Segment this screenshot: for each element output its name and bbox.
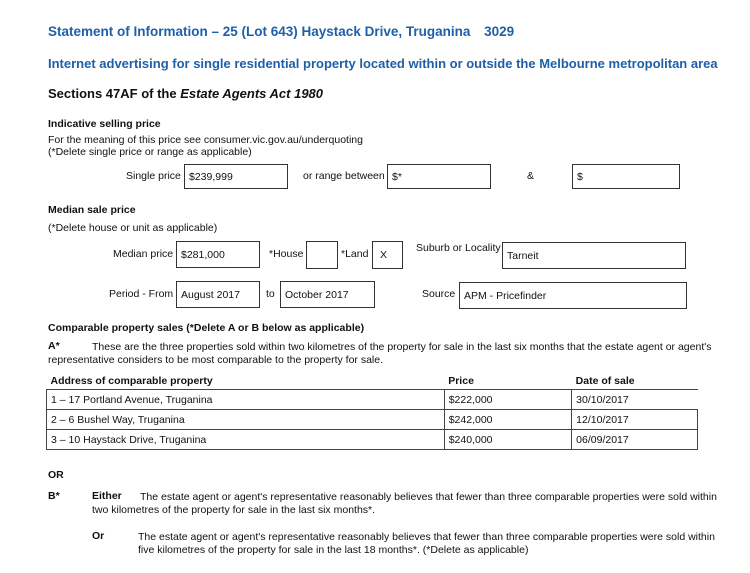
indicative-note-2: (*Delete single price or range as applicable) bbox=[48, 146, 252, 158]
range-amp: & bbox=[527, 170, 535, 182]
suburb-field[interactable]: Tarneit bbox=[502, 242, 686, 269]
either-text: The estate agent or agent's representative reasonably believes that fewer than three comparable properties were sold within two kilometres of the property for sale in the last six months*. bbox=[92, 491, 717, 516]
house-field[interactable] bbox=[306, 241, 338, 269]
comparable-table bbox=[46, 373, 698, 450]
or-label: OR bbox=[48, 469, 64, 481]
source-field[interactable]: APM - Pricefinder bbox=[459, 282, 687, 309]
house-label: *House bbox=[269, 248, 304, 260]
date-cell: 30/10/2017 bbox=[572, 390, 698, 410]
table-row bbox=[47, 430, 698, 450]
address-cell: 2 – 6 Bushel Way, Truganina bbox=[47, 410, 445, 430]
sections-act: Estate Agents Act 1980 bbox=[180, 86, 324, 101]
subtitle: Internet advertising for single residential property located within or outside the Melbourne metropolitan area bbox=[48, 56, 718, 71]
land-label: *Land bbox=[341, 248, 369, 260]
address-cell: 3 – 10 Haystack Drive, Truganina bbox=[47, 430, 445, 450]
median-price-field[interactable]: $281,000 bbox=[176, 241, 260, 268]
column-header: Price bbox=[444, 373, 571, 390]
option-a-label: A* bbox=[48, 340, 60, 352]
range-label: or range between bbox=[303, 170, 385, 182]
table-row bbox=[47, 390, 698, 410]
period-to-label: to bbox=[266, 288, 275, 300]
postcode: 3029 bbox=[484, 24, 515, 39]
price-cell: $222,000 bbox=[444, 390, 571, 410]
period-from-label: Period - From bbox=[109, 288, 174, 300]
price-cell: $240,000 bbox=[444, 430, 571, 450]
comparable-heading: Comparable property sales (*Delete A or B below as applicable) bbox=[48, 322, 365, 334]
option-b-label: B* bbox=[48, 490, 60, 502]
range-from-field[interactable]: $* bbox=[387, 164, 491, 189]
table-header-row bbox=[47, 373, 698, 390]
period-from-field[interactable]: August 2017 bbox=[176, 281, 260, 308]
option-a-text: These are the three properties sold within two kilometres of the property for sale in the last six months that the estate agent or agent's representative considers to be most comparable to the property for sale. bbox=[48, 341, 712, 366]
median-note: (*Delete house or unit as applicable) bbox=[48, 222, 218, 234]
or2-label: Or bbox=[92, 530, 105, 542]
or2-text: The estate agent or agent's representative reasonably believes that fewer than three comparable properties were sold within five kilometres of the property for sale in the last 18 months*. (*Delete as applicable) bbox=[138, 531, 715, 556]
either-label: Either bbox=[92, 490, 122, 502]
single-price-label: Single price bbox=[126, 170, 181, 182]
table-row bbox=[47, 410, 698, 430]
land-field[interactable]: X bbox=[372, 241, 403, 269]
column-header: Date of sale bbox=[572, 373, 698, 390]
column-header: Address of comparable property bbox=[47, 373, 445, 390]
sections-heading bbox=[48, 86, 323, 101]
suburb-label: Suburb or Locality bbox=[416, 242, 501, 254]
price-cell: $242,000 bbox=[444, 410, 571, 430]
period-to-field[interactable]: October 2017 bbox=[280, 281, 375, 308]
indicative-heading: Indicative selling price bbox=[48, 118, 161, 130]
indicative-note-1: For the meaning of this price see consumer.vic.gov.au/underquoting bbox=[48, 134, 363, 146]
source-label: Source bbox=[422, 288, 456, 300]
statement-title bbox=[48, 24, 514, 39]
sections-prefix: Sections 47AF of the bbox=[48, 86, 181, 101]
date-cell: 06/09/2017 bbox=[572, 430, 698, 450]
range-to-field[interactable]: $ bbox=[572, 164, 680, 189]
address-cell: 1 – 17 Portland Avenue, Truganina bbox=[47, 390, 445, 410]
median-heading: Median sale price bbox=[48, 204, 136, 216]
median-price-label: Median price bbox=[113, 248, 174, 260]
date-cell: 12/10/2017 bbox=[572, 410, 698, 430]
single-price-field[interactable]: $239,999 bbox=[184, 164, 288, 189]
statement-title-text: Statement of Information – 25 (Lot 643) Haystack Drive, Truganina bbox=[48, 24, 471, 39]
